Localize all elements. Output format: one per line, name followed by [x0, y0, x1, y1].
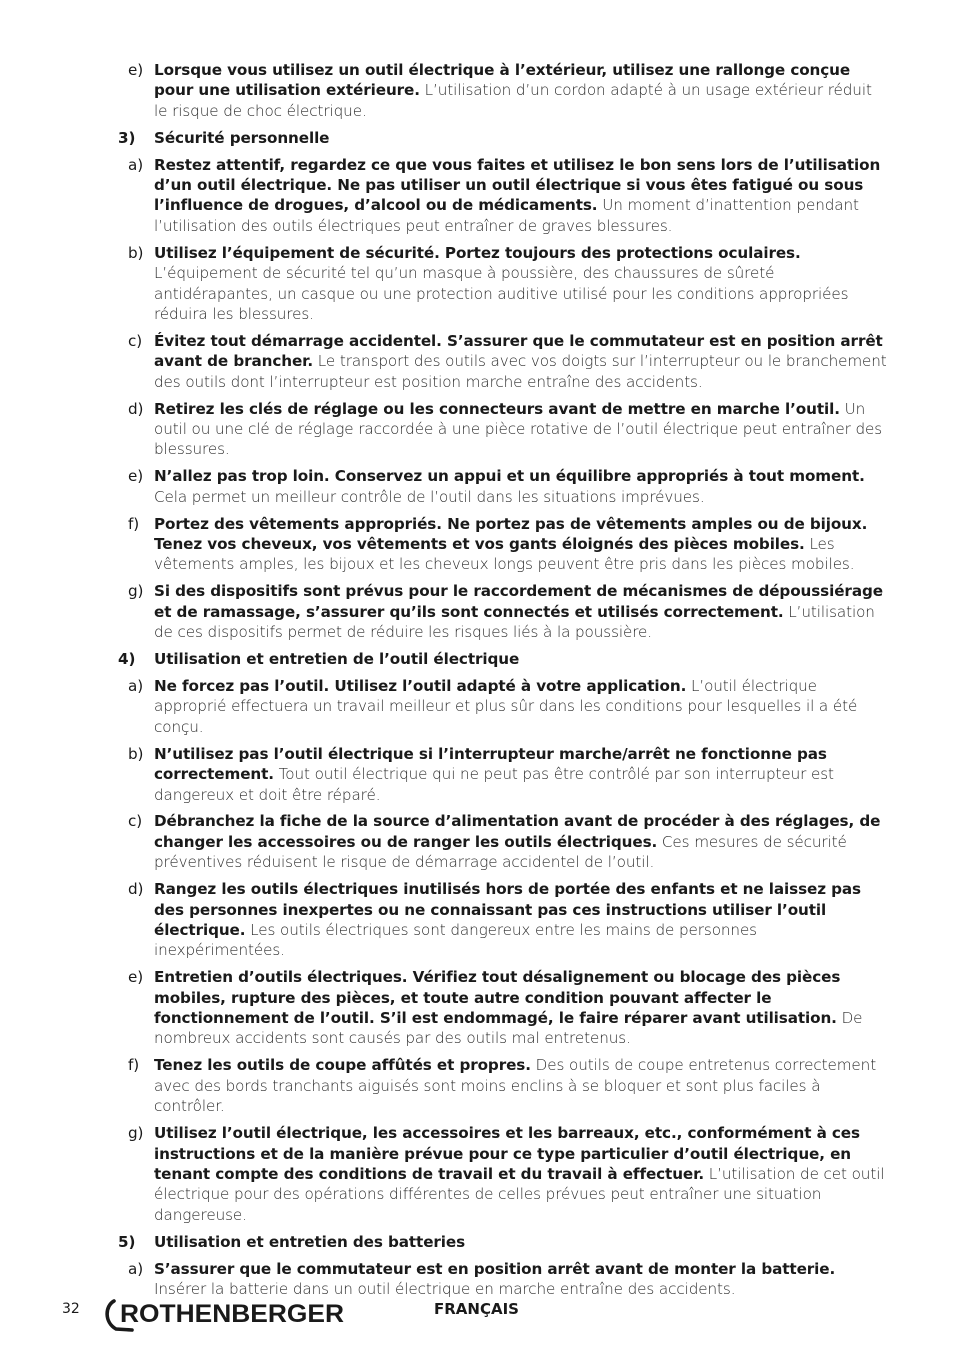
item-instruction: Ne forcez pas l’outil. Utilisez l’outil adapté à votre application.: [154, 676, 687, 695]
item-label: g): [128, 582, 144, 601]
section-heading: [118, 1232, 888, 1252]
list-item: [118, 243, 888, 325]
item-explanation: L’équipement de sécurité tel qu’un masque à poussière, des chaussures de sûreté antidérapantes, un casque ou une protection auditive utilisé pour les conditions appropriées réduira les blessures.: [154, 264, 849, 323]
item-explanation: Les outils électriques sont dangereux entre les mains de personnes inexpérimentées.: [154, 920, 757, 960]
list-item: [118, 879, 888, 961]
item-instruction: Rangez les outils électriques inutilisés hors de portée des enfants et ne laissez pas des personnes inexpertes ou ne connaissant pas ces instructions utiliser l’outil électrique.: [154, 880, 861, 939]
section-title: Utilisation et entretien de l’outil électrique: [154, 650, 520, 669]
list-item: [118, 514, 888, 575]
item-explanation: Le transport des outils avec vos doigts sur l’interrupteur ou le branchement des outils dont l’interrupteur est position marche entraîne des accidents.: [154, 352, 887, 391]
item-explanation: L’utilisation d’un cordon adapté à un usage extérieur réduit le risque de choc électrique.: [154, 81, 872, 120]
page-footer: [0, 1297, 954, 1337]
list-item: [118, 1123, 888, 1225]
section-title: Utilisation et entretien des batteries: [154, 1232, 466, 1251]
list-item: [118, 60, 888, 121]
item-label: e): [128, 467, 144, 486]
item-label: a): [128, 155, 144, 174]
list-item: [118, 1259, 888, 1300]
item-explanation: Insérer la batterie dans un outil électrique en marche entraîne des accidents.: [154, 1279, 736, 1298]
section-number: 5): [118, 1232, 136, 1251]
section-number: 4): [118, 650, 136, 669]
item-label: d): [128, 399, 144, 418]
list-item: [118, 581, 888, 642]
item-instruction: Portez des vêtements appropriés. Ne portez pas de vêtements amples ou de bijoux. Tenez vos cheveux, vos vêtements et vos gants éloignés des pièces mobiles.: [154, 514, 868, 554]
list-item: [118, 744, 888, 805]
rothenberger-logo: [100, 1297, 350, 1333]
item-label: c): [128, 812, 143, 831]
item-explanation: Des outils de coupe entretenus correctement avec des bords tranchants aiguisés sont moins enclins à se bloquer et sont plus faciles à contrôler.: [154, 1056, 877, 1116]
item-explanation: L’outil électrique approprié effectuera un travail meilleur et plus sûr dans les conditions pour lesquelles il a été conçu.: [154, 676, 858, 736]
item-label: b): [128, 243, 144, 262]
logo-wordmark: ROTHENBERGER: [120, 1300, 344, 1328]
item-explanation: De nombreux accidents sont causés par des outils mal entretenus.: [154, 1009, 863, 1048]
item-label: c): [128, 331, 143, 350]
item-instruction: Restez attentif, regardez ce que vous faites et utilisez le bon sens lors de l’utilisation d’un outil électrique. Ne pas utiliser un outil électrique si vous êtes fatigué ou sous l’influence de drogues, d’alcool ou de médicaments.: [154, 155, 881, 215]
section-number: 3): [118, 128, 136, 147]
section-title: Sécurité personnelle: [154, 128, 330, 147]
list-item: [118, 155, 888, 237]
item-instruction: Si des dispositifs sont prévus pour le raccordement de mécanismes de dépoussiérage et de ramassage, s’assurer qu’ils sont connectés et utilisés correctement.: [154, 582, 883, 621]
item-instruction: Tenez les outils de coupe affûtés et propres.: [154, 1056, 531, 1075]
language-label: FRANÇAIS: [434, 1300, 519, 1318]
item-instruction: N’utilisez pas l’outil électrique si l’interrupteur marche/arrêt ne fonctionne pas correctement.: [154, 744, 827, 784]
item-label: a): [128, 1259, 144, 1278]
item-explanation: L’utilisation de cet outil électrique pour des opérations différentes de celles prévues peut entraîner une situation dangereuse.: [154, 1164, 885, 1224]
document-body: [118, 60, 888, 1306]
item-label: e): [128, 968, 144, 987]
item-instruction: Entretien d’outils électriques. Vérifiez tout désalignement ou blocage des pièces mobiles, rupture des pièces, et toute autre condition pouvant affecter le fonctionnement de l’outil. S’il est endommagé, le faire réparer avant utilisation.: [154, 968, 841, 1028]
item-explanation: Cela permet un meilleur contrôle de l’outil dans les situations imprévues.: [154, 487, 705, 506]
list-item: [118, 331, 888, 392]
list-item: [118, 399, 888, 460]
list-item: [118, 1055, 888, 1116]
item-label: e): [128, 61, 144, 79]
list-item: [118, 466, 888, 507]
list-item: [118, 967, 888, 1049]
item-label: b): [128, 744, 144, 763]
list-item: [118, 811, 888, 872]
item-instruction: S’assurer que le commutateur est en position arrêt avant de monter la batterie.: [154, 1259, 836, 1278]
item-instruction: N’allez pas trop loin. Conservez un appui et un équilibre appropriés à tout moment.: [154, 467, 865, 486]
page-number: 32: [62, 1301, 80, 1317]
item-label: g): [128, 1124, 144, 1143]
item-explanation: Un outil ou une clé de réglage raccordée à une pièce rotative de l’outil électrique peut entraîner des blessures.: [154, 399, 883, 459]
item-label: f): [128, 1056, 140, 1075]
item-instruction: Utilisez l’équipement de sécurité. Portez toujours des protections oculaires.: [154, 243, 801, 262]
list-item: [118, 676, 888, 737]
item-explanation: Ces mesures de sécurité préventives réduisent le risque de démarrage accidentel de l’outil.: [154, 832, 847, 872]
item-explanation: Un moment d’inattention pendant l’utilisation des outils électriques peut entraîner de graves blessures.: [154, 196, 859, 235]
item-instruction: Utilisez l’outil électrique, les accessoires et les barreaux, etc., conformément à ces instructions et de la manière prévue pour ce type particulier d’outil électrique, en tenant compte des conditions de travail et du travail à effectuer.: [154, 1124, 860, 1183]
item-explanation: L’utilisation de ces dispositifs permet de réduire les risques liés à la poussière.: [154, 602, 875, 642]
section-heading: [118, 128, 888, 148]
item-label: f): [128, 514, 140, 533]
item-instruction: Débranchez la fiche de la source d’alimentation avant de procéder à des réglages, de changer les accessoires ou de ranger les outils électriques.: [154, 812, 881, 851]
item-instruction: Évitez tout démarrage accidentel. S’assurer que le commutateur est en position arrêt avant de brancher.: [154, 331, 883, 371]
item-explanation: Tout outil électrique qui ne peut pas être contrôlé par son interrupteur est dangereux et doit être réparé.: [154, 765, 834, 804]
item-explanation: Les vêtements amples, les bijoux et les cheveux longs peuvent être pris dans les pièces mobiles.: [154, 535, 855, 574]
item-label: a): [128, 676, 144, 695]
item-instruction: Retirez les clés de réglage ou les connecteurs avant de mettre en marche l’outil.: [154, 399, 840, 418]
item-instruction: Lorsque vous utilisez un outil électrique à l’extérieur, utilisez une rallonge conçue pour une utilisation extérieure.: [154, 61, 851, 100]
item-label: d): [128, 880, 144, 899]
section-heading: [118, 649, 888, 669]
